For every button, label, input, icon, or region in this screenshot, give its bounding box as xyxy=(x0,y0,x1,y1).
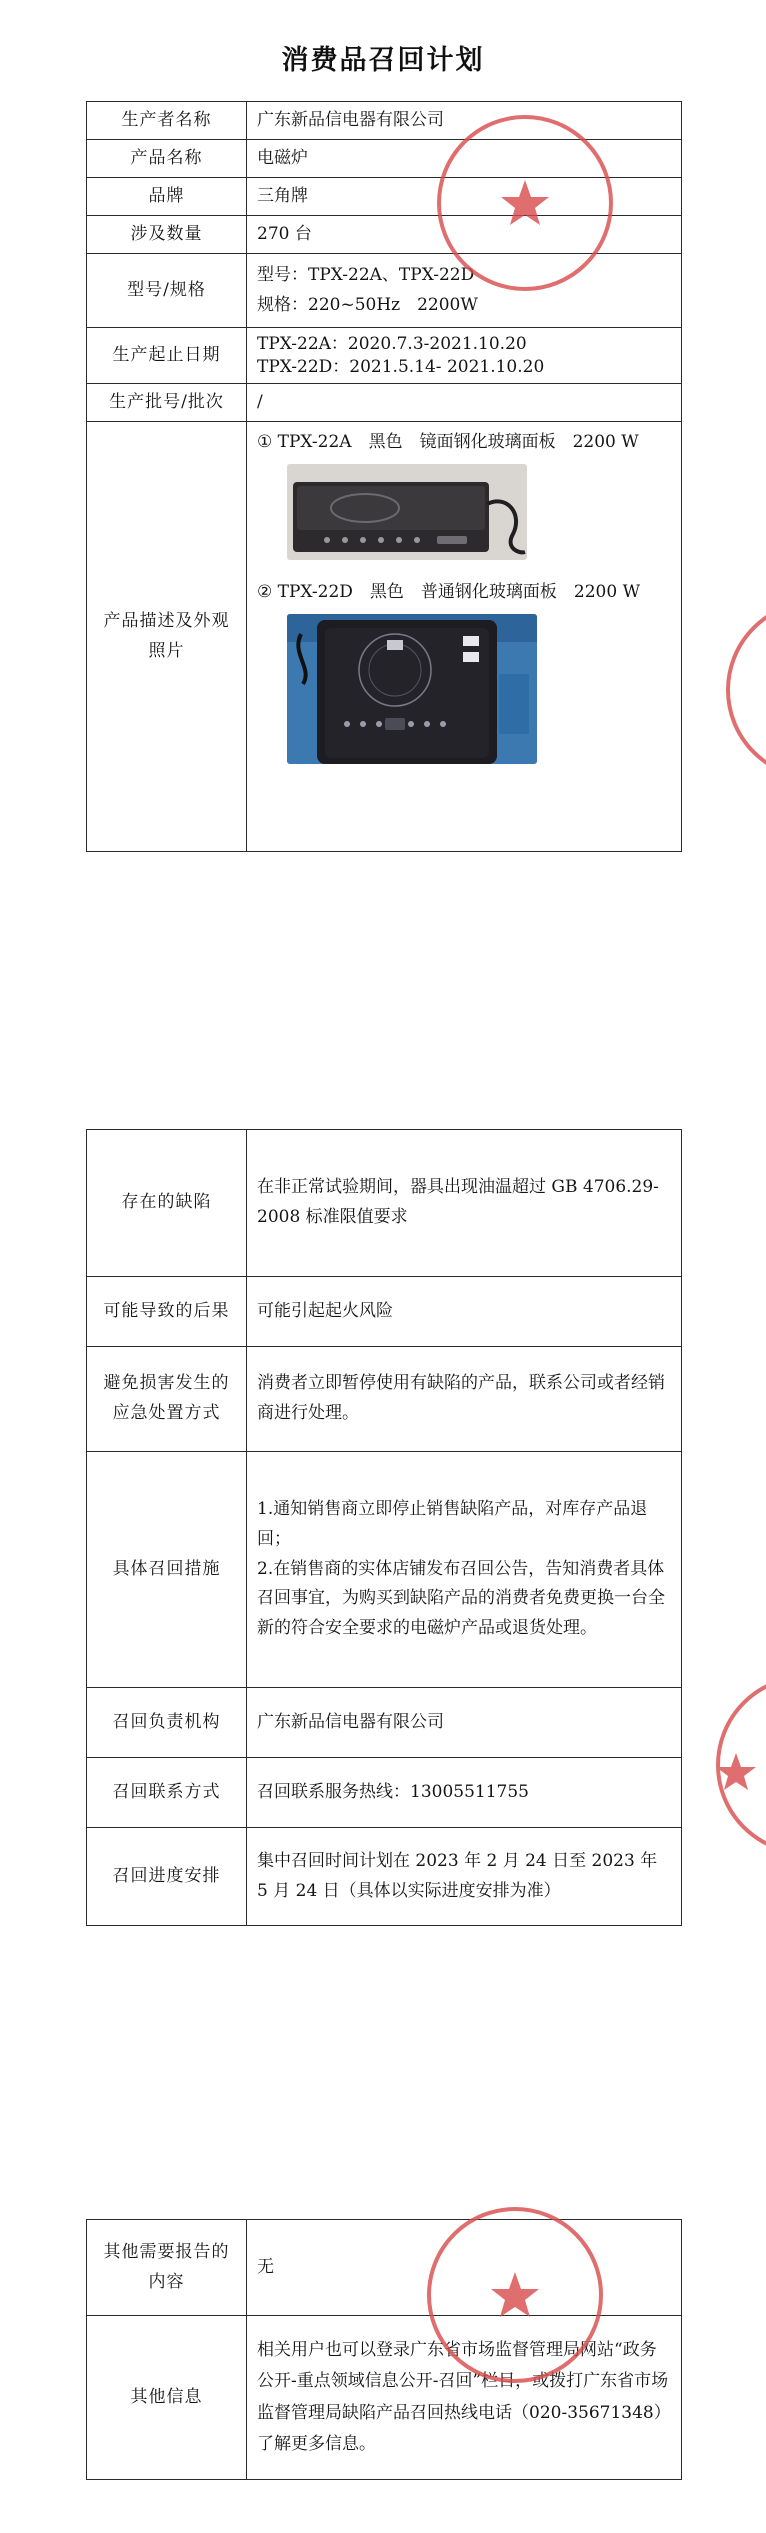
other-report-label xyxy=(87,2220,247,2316)
company-seal-stamp-edge xyxy=(706,1665,766,1865)
product-name-label: 产品名称 xyxy=(87,140,247,178)
emergency-label xyxy=(87,1347,247,1452)
page-title: 消费品召回计划 xyxy=(281,45,485,76)
other-info-value: 相关用户也可以登录广东省市场监督管理局网站“政务公开-重点领域信息公开-召回”栏目，或拨打广东省市场监督管理局缺陷产品召回热线电话（020-35671348）了解更多信息。 xyxy=(247,2316,682,2480)
product-photo-tpx22d xyxy=(287,614,537,764)
consequence-value: 可能引起起火风险 xyxy=(247,1277,682,1347)
measures-value xyxy=(247,1452,682,1688)
contact-value: 召回联系服务热线：13005511755 xyxy=(247,1758,682,1828)
product-item-2: ② TPX-22D 黑色 普通钢化玻璃面板 2200 W xyxy=(257,581,641,602)
table-row xyxy=(87,384,682,422)
other-info-label: 其他信息 xyxy=(87,2316,247,2480)
emergency-label-line: 避免损害发生的 xyxy=(103,1373,230,1394)
dates-value xyxy=(247,328,682,384)
table-row xyxy=(87,102,682,140)
measure-item: 1.通知销售商立即停止销售缺陷产品，对库存产品退回； xyxy=(257,1499,648,1549)
defect-value: 在非正常试验期间，器具出现油温超过 GB 4706.29-2008 标准限值要求 xyxy=(247,1130,682,1277)
quantity-value: 270 台 xyxy=(247,216,682,254)
measures-label: 具体召回措施 xyxy=(87,1452,247,1688)
table-row xyxy=(87,328,682,384)
table-row xyxy=(87,254,682,328)
dates-line: TPX-22A：2020.7.3-2021.10.20 xyxy=(257,334,527,355)
other-report-label-line: 内容 xyxy=(148,2271,185,2292)
table-row xyxy=(87,1277,682,1347)
product-photo-tpx22a xyxy=(287,464,527,560)
description-label-line: 照片 xyxy=(148,640,185,661)
table-row xyxy=(87,1347,682,1452)
measure-item: 2.在销售商的实体店铺发布召回公告，告知消费者具体召回事宜，为购买到缺陷产品的消费者免费更换一台全新的符合安全要求的电磁炉产品或退货处理。 xyxy=(257,1558,665,1639)
emergency-value: 消费者立即暂停使用有缺陷的产品，联系公司或者经销商进行处理。 xyxy=(247,1347,682,1452)
brand-label: 品牌 xyxy=(87,178,247,216)
spec-line: 规格：220~50Hz 2200W xyxy=(257,294,478,315)
table-row xyxy=(87,216,682,254)
recall-plan-table xyxy=(86,1129,682,1926)
other-info-table xyxy=(86,2219,682,2480)
schedule-label: 召回进度安排 xyxy=(87,1828,247,1926)
company-seal-stamp-edge xyxy=(720,590,766,790)
contact-label: 召回联系方式 xyxy=(87,1758,247,1828)
model-line: 型号：TPX-22A、TPX-22D xyxy=(257,264,475,285)
org-value: 广东新品信电器有限公司 xyxy=(247,1688,682,1758)
consequence-label: 可能导致的后果 xyxy=(87,1277,247,1347)
dates-label: 生产起止日期 xyxy=(87,328,247,384)
table-row xyxy=(87,1130,682,1277)
emergency-label-line: 应急处置方式 xyxy=(112,1403,221,1423)
product-item-1: ① TPX-22A 黑色 镜面钢化玻璃面板 2200 W xyxy=(257,432,639,452)
quantity-label: 涉及数量 xyxy=(87,216,247,254)
description-value xyxy=(247,422,682,852)
schedule-value: 集中召回时间计划在 2023 年 2 月 24 日至 2023 年 5 月 24 日（具体以实际进度安排为准） xyxy=(247,1828,682,1926)
model-value xyxy=(247,254,682,328)
batch-value: / xyxy=(247,384,682,422)
dates-line: TPX-22D：2021.5.14- 2021.10.20 xyxy=(257,356,545,377)
manufacturer-value: 广东新品信电器有限公司 xyxy=(247,102,682,140)
table-row xyxy=(87,422,682,852)
table-row xyxy=(87,140,682,178)
org-label: 召回负责机构 xyxy=(87,1688,247,1758)
table-row xyxy=(87,1758,682,1828)
batch-label: 生产批号/批次 xyxy=(87,384,247,422)
description-label xyxy=(87,422,247,852)
table-row xyxy=(87,2316,682,2480)
table-row xyxy=(87,1828,682,1926)
product-name-value: 电磁炉 xyxy=(247,140,682,178)
table-row xyxy=(87,1688,682,1758)
description-label-line: 产品描述及外观 xyxy=(103,610,230,631)
other-report-label-line: 其他需要报告的 xyxy=(103,2241,230,2262)
product-info-table xyxy=(86,101,682,852)
table-row xyxy=(87,1452,682,1688)
brand-value: 三角牌 xyxy=(247,178,682,216)
defect-label: 存在的缺陷 xyxy=(87,1130,247,1277)
manufacturer-label: 生产者名称 xyxy=(87,102,247,140)
table-row xyxy=(87,178,682,216)
other-report-value: 无 xyxy=(247,2220,682,2316)
table-row xyxy=(87,2220,682,2316)
model-label: 型号/规格 xyxy=(87,254,247,328)
